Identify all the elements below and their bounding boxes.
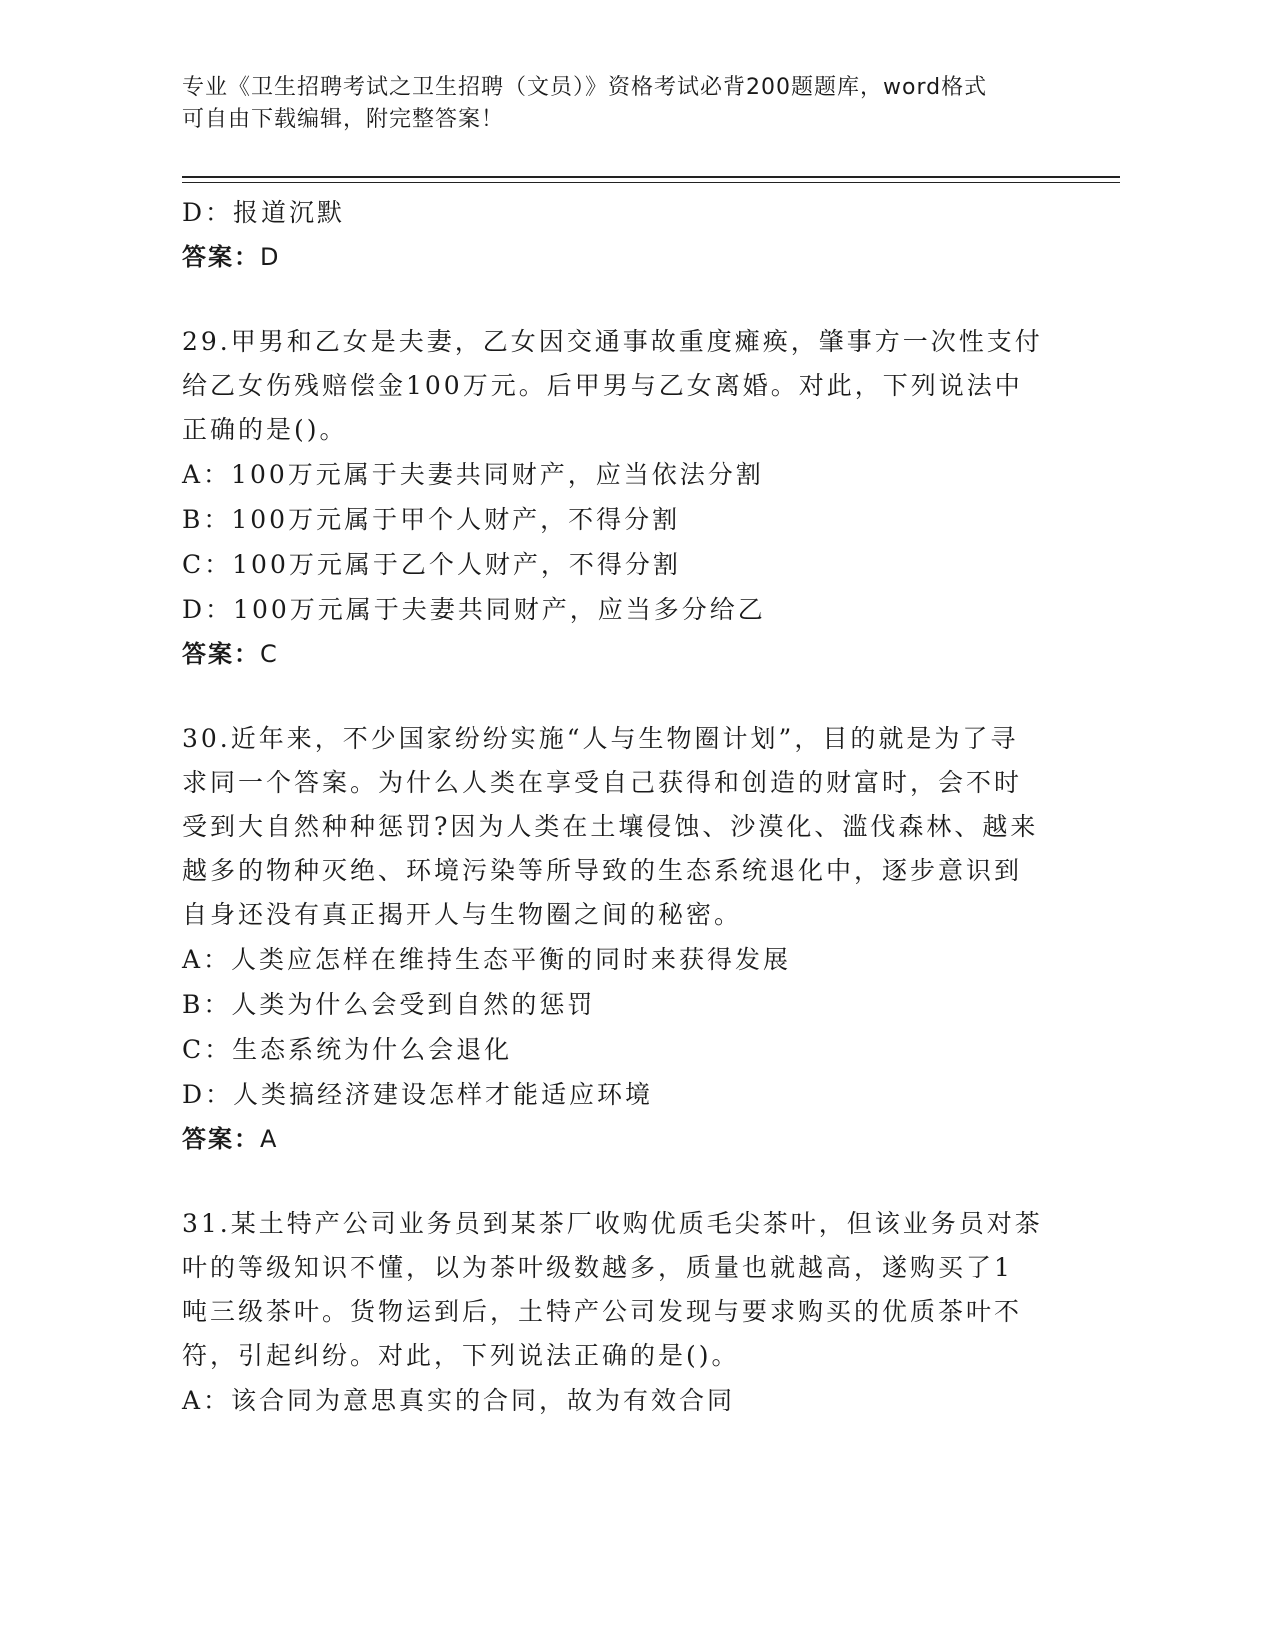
question-stem-line: 31.某土特产公司业务员到某茶厂收购优质毛尖茶叶，但该业务员对茶 — [182, 1209, 1043, 1238]
answer-label: 答案： — [182, 243, 260, 271]
header-rule-thick — [182, 176, 1120, 178]
answer-30 — [182, 1117, 1062, 1162]
question-31 — [182, 1202, 1062, 1378]
question-stem-line: 自身还没有真正揭开人与生物圈之间的秘密。 — [182, 900, 743, 929]
option-a: A：人类应怎样在维持生态平衡的同时来获得发展 — [182, 945, 792, 974]
question-stem-line: 叶的等级知识不懂，以为茶叶级数越多，质量也就越高，遂购买了1 — [182, 1253, 1013, 1282]
answer-value: D — [260, 243, 281, 271]
prev-answer — [182, 235, 1062, 280]
question-stem-line: 越多的物种灭绝、环境污染等所导致的生态系统退化中，逐步意识到 — [182, 856, 1023, 885]
question-stem-line: 受到大自然种种惩罚?因为人类在土壤侵蚀、沙漠化、滥伐森林、越来 — [182, 812, 1039, 841]
question-stem-line: 30.近年来，不少国家纷纷实施“人与生物圈计划”，目的就是为了寻 — [182, 724, 1019, 753]
option-a: A：该合同为意思真实的合同，故为有效合同 — [182, 1386, 736, 1415]
page-header — [182, 72, 1062, 136]
answer-29 — [182, 632, 1062, 677]
option-b: B：100万元属于甲个人财产，不得分割 — [182, 505, 681, 534]
answer-value: C — [260, 640, 279, 668]
option-c: C：100万元属于乙个人财产，不得分割 — [182, 550, 681, 579]
question-29 — [182, 320, 1062, 452]
question-stem-line: 求同一个答案。为什么人类在享受自己获得和创造的财富时，会不时 — [182, 768, 1023, 797]
question-stem-line: 正确的是()。 — [182, 415, 348, 444]
option-a: A：100万元属于夫妻共同财产，应当依法分割 — [182, 460, 764, 489]
answer-label: 答案： — [182, 640, 260, 668]
option-c: C：生态系统为什么会退化 — [182, 1035, 513, 1064]
prev-option-d: D：报道沉默 — [182, 198, 346, 227]
header-rule-thin — [182, 182, 1120, 183]
document-body — [182, 190, 1062, 1423]
option-d: D：100万元属于夫妻共同财产，应当多分给乙 — [182, 595, 766, 624]
option-b: B：人类为什么会受到自然的惩罚 — [182, 990, 596, 1019]
question-30 — [182, 717, 1062, 937]
option-d: D：人类搞经济建设怎样才能适应环境 — [182, 1080, 654, 1109]
answer-value: A — [260, 1125, 279, 1153]
question-stem-line: 吨三级茶叶。货物运到后，土特产公司发现与要求购买的优质茶叶不 — [182, 1297, 1023, 1326]
question-stem-line: 29.甲男和乙女是夫妻，乙女因交通事故重度瘫痪，肇事方一次性支付 — [182, 327, 1043, 356]
header-line-1: 专业《卫生招聘考试之卫生招聘（文员）》资格考试必背200题题库，word格式 — [182, 75, 988, 100]
question-stem-line: 给乙女伤残赔偿金100万元。后甲男与乙女离婚。对此，下列说法中 — [182, 371, 1023, 400]
header-line-2: 可自由下载编辑，附完整答案！ — [182, 107, 505, 132]
question-stem-line: 符，引起纠纷。对此，下列说法正确的是()。 — [182, 1341, 740, 1370]
answer-label: 答案： — [182, 1125, 260, 1153]
